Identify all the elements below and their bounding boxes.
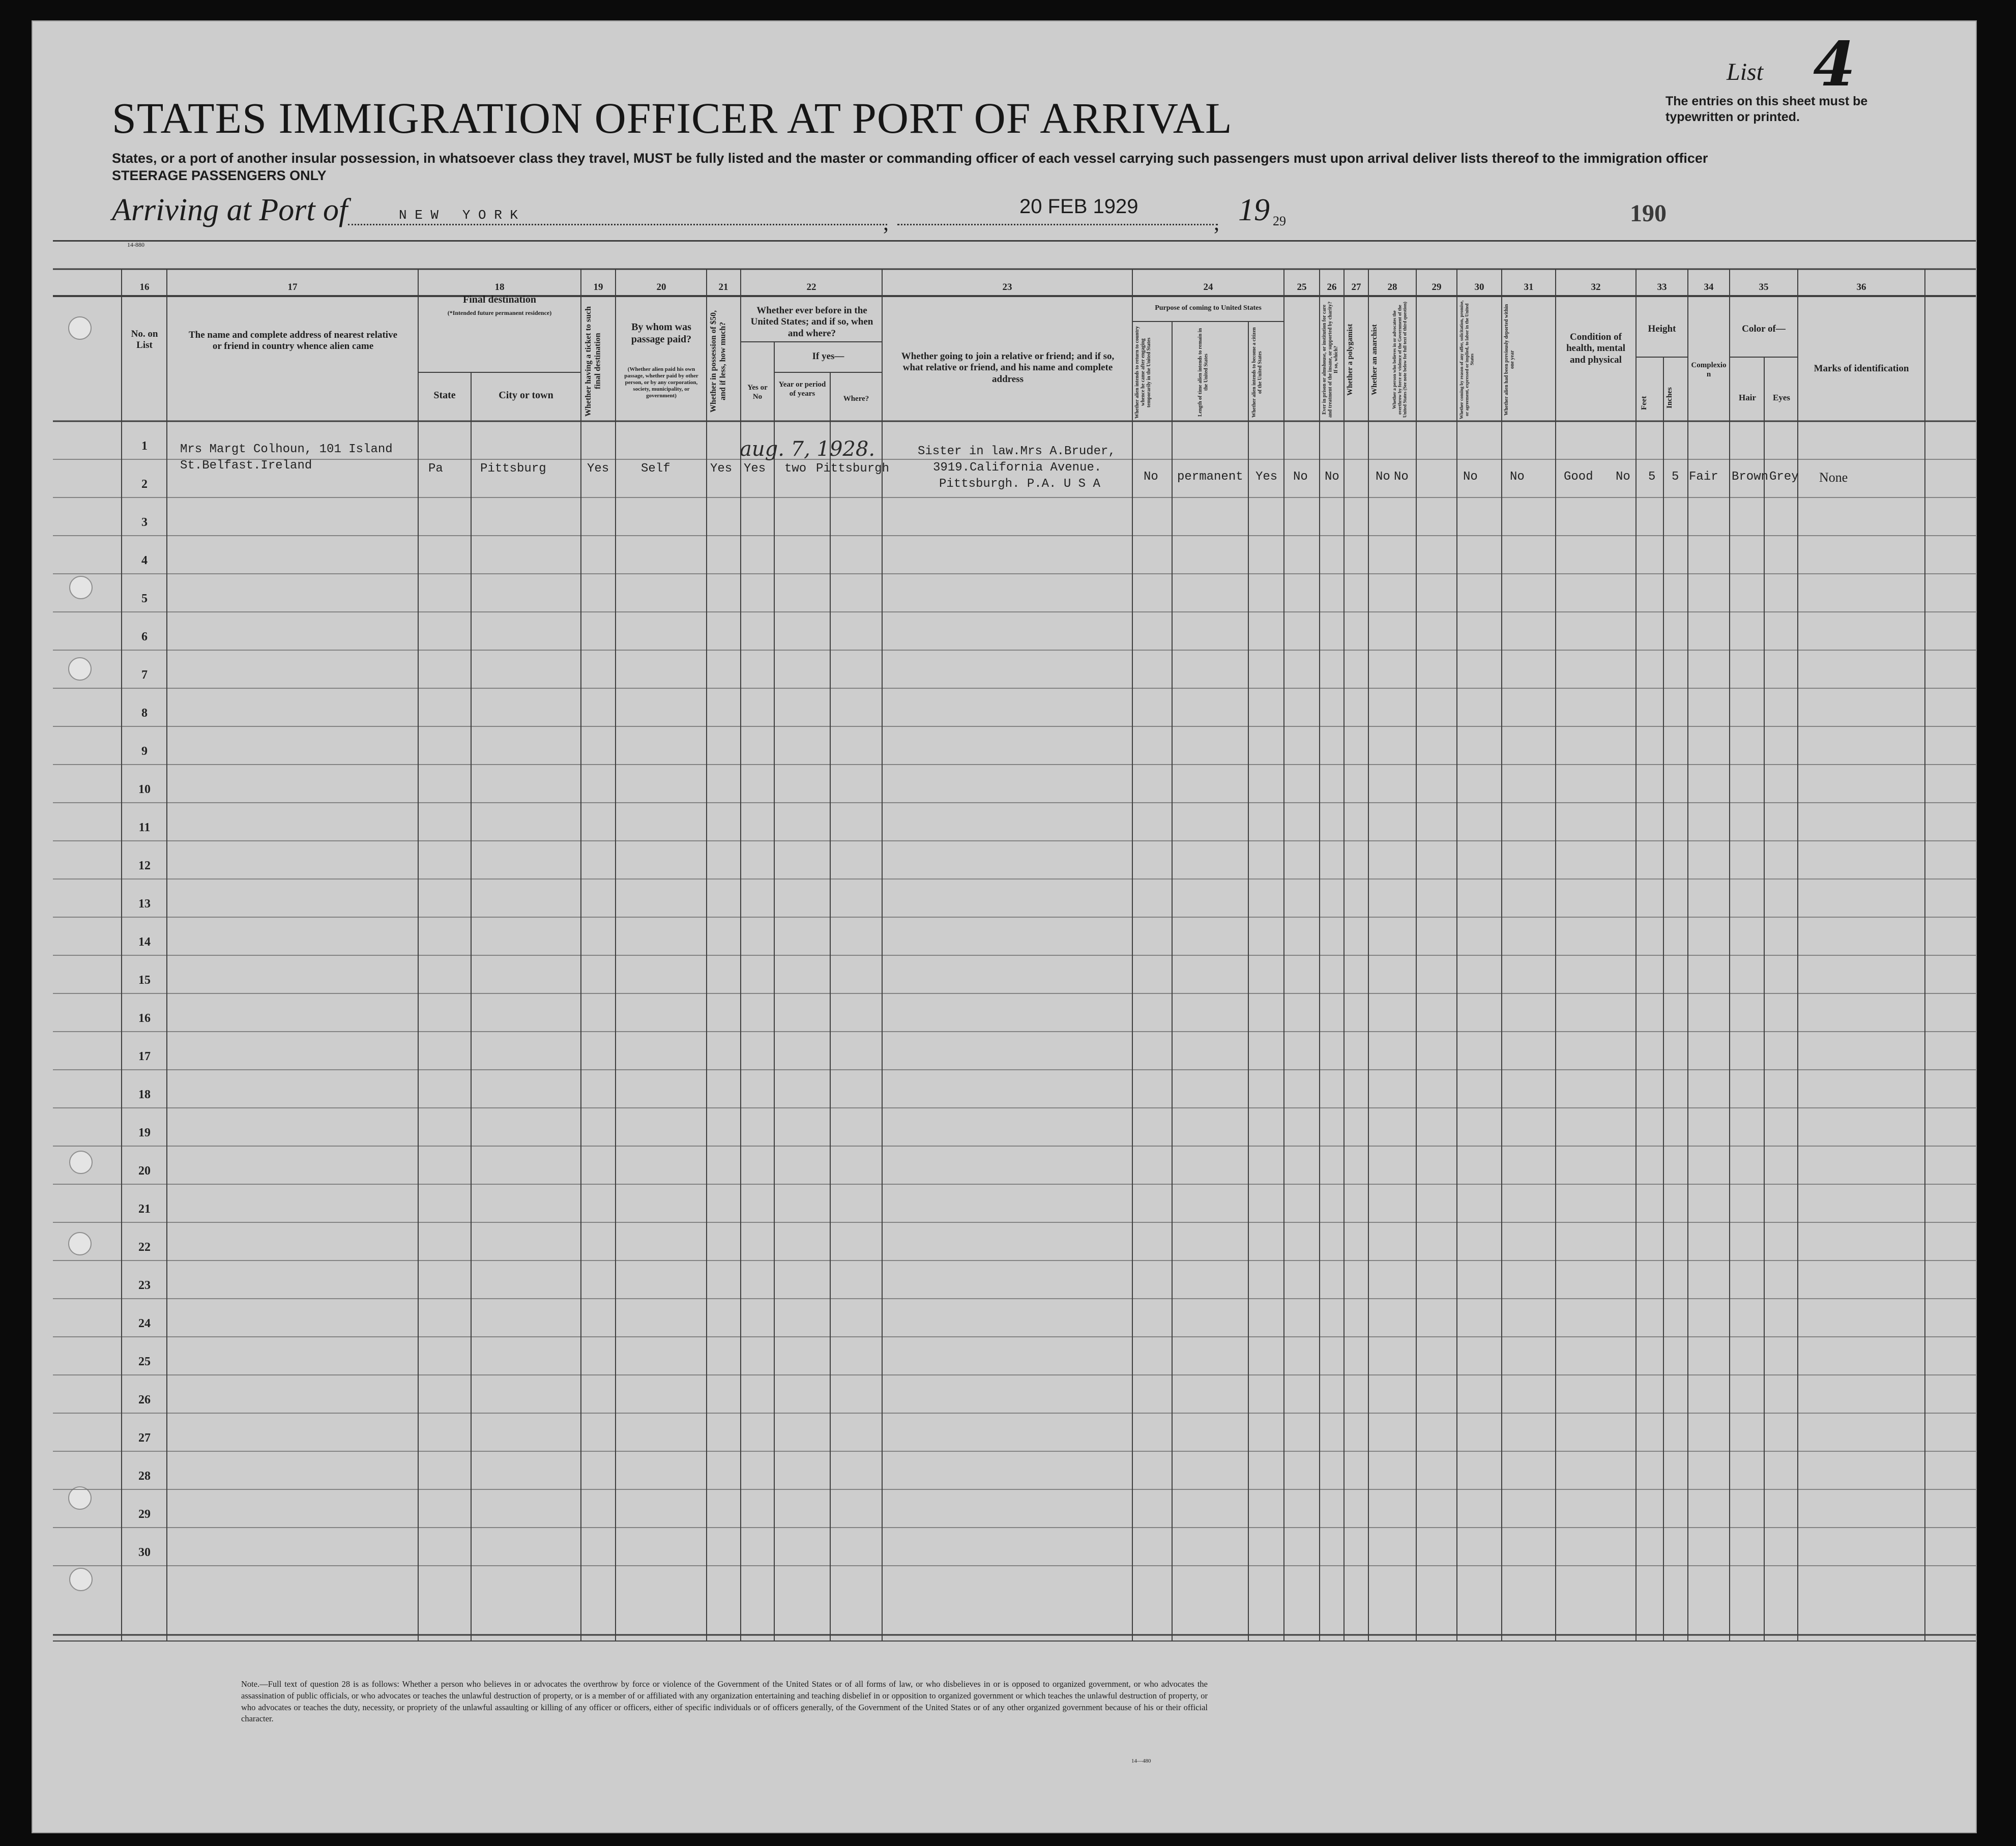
- eyes-value: Grey: [1769, 470, 1799, 484]
- header-marks: Marks of identification: [1814, 363, 1909, 374]
- feet-value: 5: [1648, 470, 1656, 484]
- relation-line-2: 3919.California Avenue.: [933, 461, 1102, 475]
- become-citizen-value: Yes: [1255, 470, 1278, 484]
- before-years-value: two: [784, 462, 807, 476]
- header-join-relative: Whether going to join a relative or friend; and if so, what relative or friend, and his name and complete address: [901, 351, 1115, 385]
- hair-value: Brown: [1732, 470, 1769, 484]
- relation-line-1: Sister in law.Mrs A.Bruder,: [918, 445, 1116, 458]
- anarchist-value: No: [1376, 470, 1390, 484]
- row-number: 22: [138, 1241, 151, 1254]
- row-number: 14: [138, 935, 151, 949]
- row-number: 24: [138, 1317, 151, 1330]
- header-overthrow: Whether a person who believes in or advocates the overthrow by force or violence of the Government of the United States (See note below for full text of third question): [1392, 302, 1408, 418]
- deported-value: No: [1510, 470, 1525, 484]
- subtitle: States, or a port of another insular possession, in whatsoever class they travel, MUST be fully listed and the master or commanding officer of each vessel carrying such passengers must upon arrival deliver lists thereof to the immigration officer: [112, 151, 1708, 166]
- column-number: 28: [1387, 282, 1397, 292]
- entries-note: The entries on this sheet must be typewritten or printed.: [1666, 94, 1868, 125]
- has-50-value: Yes: [710, 462, 733, 476]
- column-number: 26: [1327, 282, 1337, 292]
- row-number: 15: [138, 974, 151, 987]
- column-number: 34: [1704, 282, 1714, 292]
- manifest-sheet: [32, 20, 1977, 1833]
- header-years: Year or period of years: [778, 380, 826, 398]
- row-number: 9: [141, 745, 148, 758]
- inches-value: 5: [1672, 470, 1679, 484]
- offer-value: No: [1463, 470, 1478, 484]
- dest-city: Pittsburg: [480, 462, 546, 476]
- header-if-yes: If yes—: [812, 351, 844, 362]
- column-number: 35: [1759, 282, 1769, 292]
- header-no-on-list: No. on List: [131, 329, 158, 351]
- before-yes-value: Yes: [744, 462, 766, 476]
- relative-line-2: St.Belfast.Ireland: [180, 459, 312, 473]
- header-hair: Hair: [1739, 393, 1756, 402]
- steerage-label: STEERAGE PASSENGERS ONLY: [112, 168, 327, 183]
- header-become-citizen: Whether alien intends to become a citizen of the United States: [1251, 327, 1263, 418]
- row-number: 26: [138, 1393, 151, 1407]
- header-anarchist: Whether an anarchist: [1370, 324, 1379, 395]
- header-final-destination-note: (*Intended future permanent residence): [447, 309, 552, 316]
- footer-code: 14—480: [1131, 1758, 1151, 1764]
- header-deported: Whether alien had been previously deported within one year: [1504, 304, 1515, 416]
- row-number: 11: [138, 821, 151, 834]
- column-number: 29: [1431, 282, 1442, 292]
- header-city: City or town: [499, 390, 553, 401]
- column-number: 19: [593, 282, 603, 292]
- row-number: 27: [138, 1431, 151, 1445]
- header-final-destination: Final destination: [463, 294, 536, 305]
- marks-value: None: [1819, 470, 1848, 485]
- column-number: 24: [1203, 282, 1213, 292]
- row-number: 2: [141, 478, 148, 491]
- column-number: 18: [494, 282, 505, 292]
- column-number: 27: [1351, 282, 1361, 292]
- manifest-grid: [33, 21, 1976, 1832]
- header-polygamist: Whether a polygamist: [1346, 324, 1354, 396]
- prison-value: No: [1293, 470, 1308, 484]
- year-prefix: 19: [1238, 193, 1270, 227]
- column-number: 20: [656, 282, 666, 292]
- row-number: 19: [138, 1126, 151, 1139]
- list-label: List: [1727, 58, 1764, 85]
- row-number: 23: [138, 1279, 151, 1292]
- port-value: N E W Y O R K: [399, 208, 518, 223]
- column-number: 32: [1591, 282, 1601, 292]
- header-complexion: Complexion: [1691, 361, 1727, 378]
- header-ever-before-yesno: Yes or No: [747, 384, 768, 401]
- header-height: Height: [1648, 324, 1676, 334]
- comma: ,: [883, 210, 889, 235]
- header-possession-50: Whether in possession of $50, and if less, how much?: [709, 310, 727, 413]
- header-color-of: Color of—: [1742, 324, 1786, 334]
- row-number: 20: [138, 1164, 151, 1178]
- date-stamp: 20 FEB 1929: [1019, 195, 1138, 218]
- column-number: 23: [1002, 282, 1012, 292]
- footer-note: Note.—Full text of question 28 is as follows: Whether a person who believes in or advocates the overthrow by force or violence of the Government of the United States or of all forms of law, or who disbelieves in or is opposed to organized government, or who advocates the assassination of public officials, or who advocates or teaches the unlawful destruction of property, or is a member of or affiliated with any organization entertaining and teaching disbelief in or opposition to organized government or which teaches the unlawful destruction of property, or who advocates or teaches the duty, necessity, or propriety of the unlawful assaulting or killing of any officer or officers, either of specific individuals or of officers generally, of the Government of the United States or of any other organized government because of his or their official character.: [241, 1679, 1208, 1724]
- header-where: Where?: [843, 395, 869, 403]
- header-health: Condition of health, mental and physical: [1566, 332, 1626, 365]
- row-number: 16: [138, 1012, 151, 1025]
- comma: ,: [1214, 210, 1219, 235]
- polygamist-value: No: [1325, 470, 1339, 484]
- health-value: Good: [1564, 470, 1593, 484]
- form-code: 14-880: [127, 241, 144, 248]
- column-number: 16: [139, 282, 150, 292]
- header-passage-paid-note: (Whether alien paid his own passage, whether paid by other person, or by any corporation, society, municipality, or government): [624, 366, 698, 399]
- row-number: 29: [138, 1508, 151, 1521]
- header-inches: Inches: [1666, 387, 1674, 408]
- header-prison: Ever in prison or almshouse, or institution for care and treatment of the insane, or supported by charity? If so, which?: [1322, 301, 1339, 418]
- complexion-value: Fair: [1689, 470, 1718, 484]
- deformed-value: No: [1616, 470, 1630, 484]
- column-number: 30: [1474, 282, 1484, 292]
- header-ticket: Whether having a ticket to such final destination: [584, 306, 602, 417]
- year-old: 190: [1630, 200, 1667, 227]
- ticket-value: Yes: [587, 462, 609, 476]
- row-number: 1: [141, 439, 148, 453]
- header-purpose: Purpose of coming to United States: [1155, 304, 1262, 312]
- relative-line-1: Mrs Margt Colhoun, 101 Island: [180, 443, 393, 456]
- row-number: 6: [141, 630, 148, 643]
- row-number: 30: [138, 1546, 151, 1559]
- dest-state: Pa: [428, 462, 443, 476]
- column-number: 36: [1856, 282, 1866, 292]
- row-number: 8: [141, 707, 148, 720]
- handwritten-date: aug. 7, 1928.: [740, 437, 875, 461]
- header-eyes: Eyes: [1773, 393, 1790, 402]
- header-offer-labor: Whether coming by reason of any offer, solicitation, promise, or agreement, expressed or implied, to labor in the United States: [1459, 300, 1475, 419]
- row-number: 25: [138, 1355, 151, 1368]
- before-where-value: Pittsburgh: [816, 462, 890, 476]
- arriving-label: Arriving at Port of: [112, 193, 348, 227]
- paid-by-value: Self: [641, 462, 670, 476]
- header-intends-return: Whether alien intends to return to country whence he came after engaging temporarily in the United States: [1134, 326, 1152, 419]
- list-number: 4: [1813, 28, 1856, 100]
- row-number: 4: [141, 554, 148, 567]
- row-number: 10: [138, 783, 151, 796]
- row-number: 3: [141, 516, 148, 529]
- column-number: 22: [806, 282, 816, 292]
- row-number: 13: [138, 897, 151, 911]
- length-stay-value: permanent: [1177, 470, 1243, 484]
- column-number: 33: [1657, 282, 1667, 292]
- row-number: 5: [141, 592, 148, 605]
- year-suffix: 29: [1273, 214, 1286, 228]
- row-number: 18: [138, 1088, 151, 1101]
- header-nearest-relative: The name and complete address of nearest relative or friend in country whence alien came: [188, 330, 398, 352]
- title: STATES IMMIGRATION OFFICER AT PORT OF ARRIVAL: [112, 94, 1233, 142]
- header-passage-paid: By whom was passage paid?: [631, 321, 692, 345]
- intends-return-value: No: [1144, 470, 1158, 484]
- relation-line-3: Pittsburgh. P.A. U S A: [939, 477, 1100, 491]
- column-number: 25: [1297, 282, 1307, 292]
- column-number: 21: [718, 282, 728, 292]
- row-number: 12: [138, 859, 151, 872]
- header-feet: Feet: [1640, 396, 1648, 410]
- column-number: 17: [287, 282, 298, 292]
- column-number: 31: [1524, 282, 1534, 292]
- header-state: State: [433, 390, 456, 401]
- row-number: 21: [138, 1203, 151, 1216]
- row-number: 28: [138, 1470, 151, 1483]
- row-number: 7: [141, 668, 148, 682]
- header-length-stay: Length of time alien intends to remain in the United States: [1197, 328, 1209, 417]
- overthrow-value: No: [1394, 470, 1409, 484]
- header-ever-before: Whether ever before in the United States; and if so, when and where?: [750, 305, 873, 339]
- row-number: 17: [138, 1050, 151, 1063]
